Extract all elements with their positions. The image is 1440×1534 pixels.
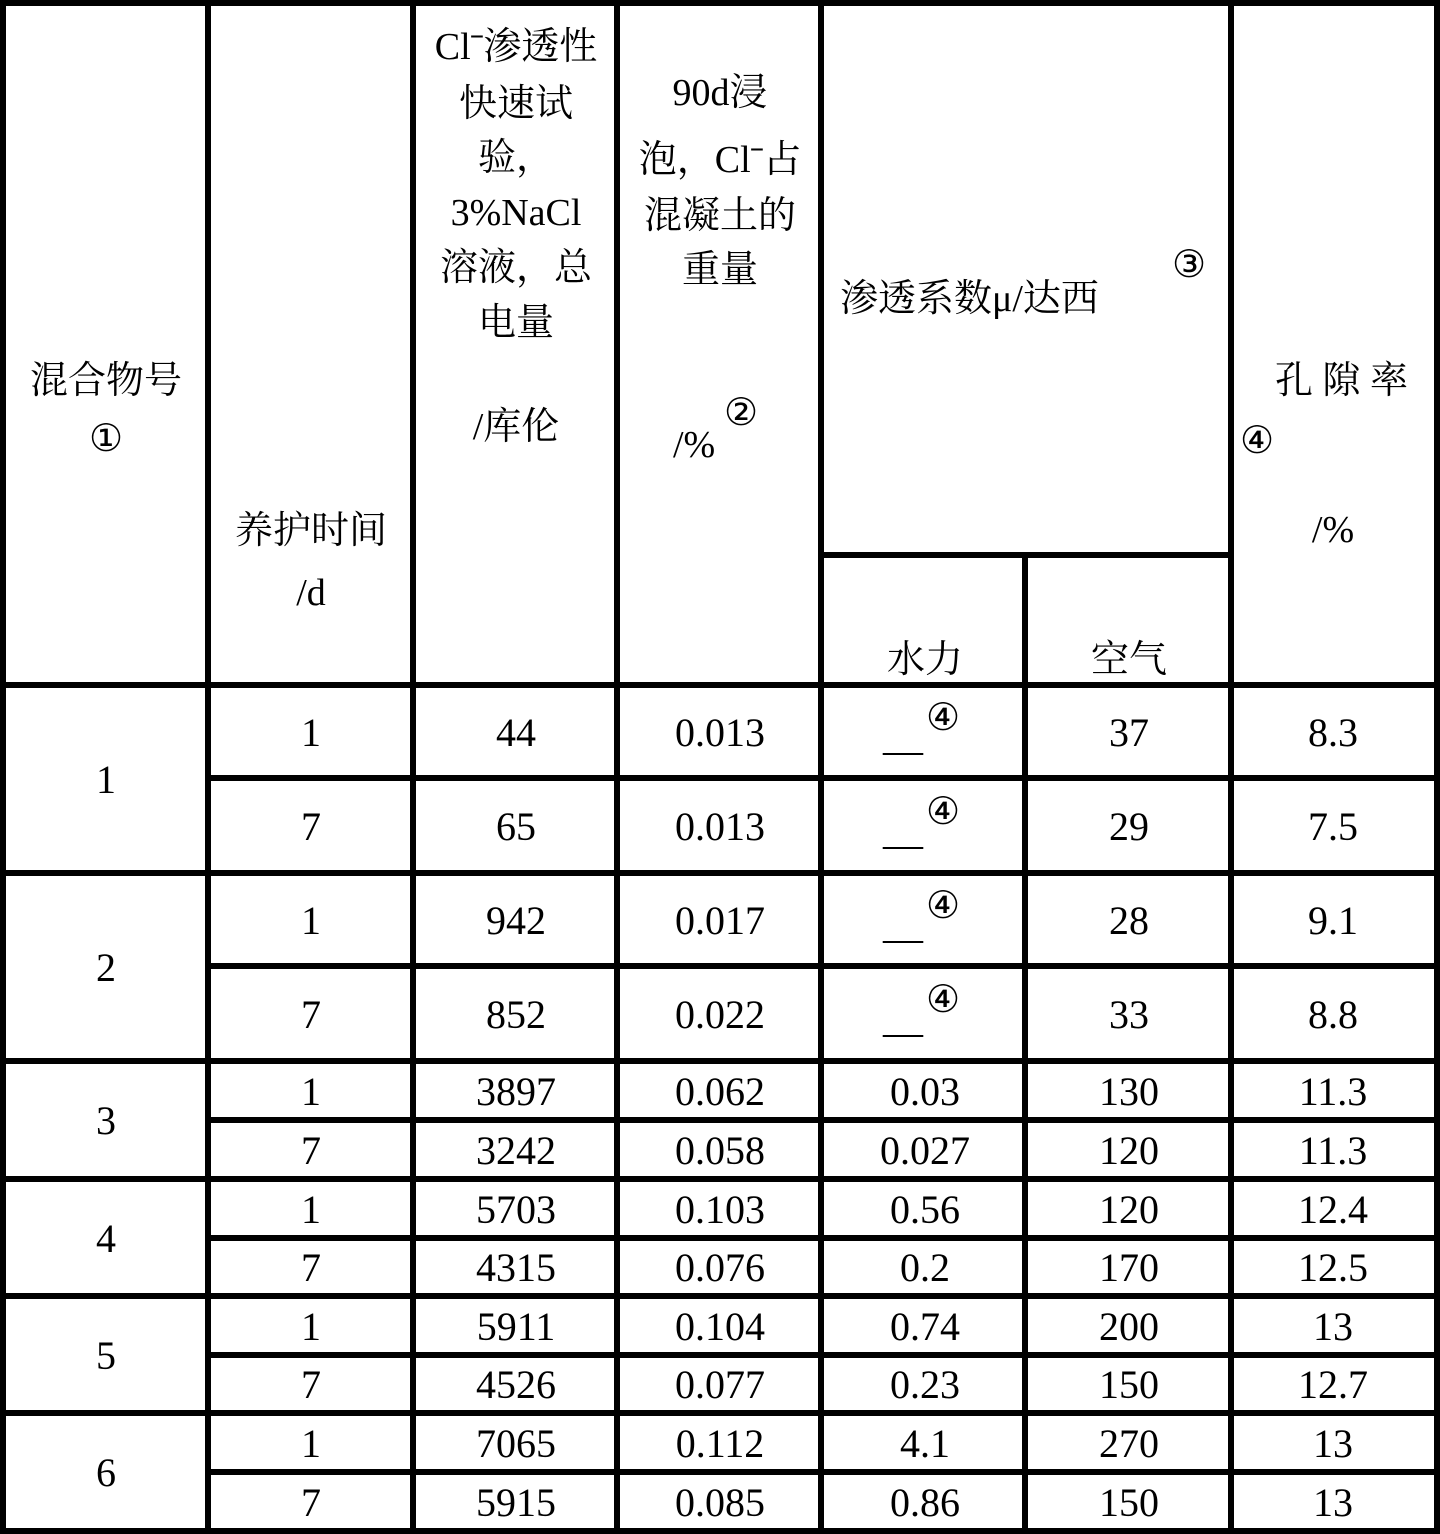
header-cl-test-line: 3%NaCl (450, 192, 582, 234)
cl-weight-cell: 0.013 (675, 709, 765, 755)
charge-cell: 3897 (476, 1068, 556, 1114)
mix-number: 3 (96, 1098, 116, 1143)
table-border (0, 0, 1440, 6)
row-divider (0, 1176, 1440, 1182)
header-cl-test-line: 溶液，总 (439, 247, 593, 289)
table-border (1434, 0, 1440, 1534)
cl-weight-cell: 0.077 (675, 1362, 765, 1407)
column-divider (614, 0, 620, 1534)
mix-number: 1 (96, 757, 116, 802)
water-permeability-cell: 0.027 (880, 1127, 970, 1173)
air-permeability-cell: 130 (1099, 1068, 1159, 1114)
mix-number: 4 (96, 1215, 116, 1261)
header-air-label: 空气 (1090, 639, 1168, 681)
row-divider (0, 682, 1440, 688)
porosity-cell: 13 (1313, 1303, 1353, 1349)
cure-time-cell: 7 (301, 803, 321, 849)
charge-cell: 3242 (476, 1127, 556, 1173)
header-cl-test-line: 快速试 (458, 83, 574, 125)
porosity-cell: 12.5 (1298, 1245, 1368, 1290)
porosity-cell: 9.1 (1308, 897, 1358, 943)
cure-time-cell: 7 (301, 1362, 321, 1407)
cl-weight-cell: 0.104 (675, 1303, 765, 1349)
column-divider (410, 0, 416, 1534)
charge-cell: 5703 (476, 1186, 556, 1232)
row-divider (205, 1235, 1440, 1241)
cl-weight-cell: 0.076 (675, 1245, 765, 1290)
header-cure-unit: /d (296, 572, 326, 614)
cure-time-cell: 1 (301, 897, 321, 943)
porosity-cell: 8.8 (1308, 991, 1358, 1037)
water-permeability-cell: 0.23 (890, 1362, 960, 1407)
water-missing-dash: __ (883, 995, 923, 1041)
mix-number: 5 (96, 1332, 116, 1378)
cl-weight-cell: 0.013 (675, 803, 765, 849)
porosity-cell: 12.7 (1298, 1362, 1368, 1407)
air-permeability-cell: 120 (1099, 1127, 1159, 1173)
porosity-cell: 13 (1313, 1420, 1353, 1466)
cure-time-cell: 1 (301, 1303, 321, 1349)
water-missing-mark: ④ (926, 884, 961, 927)
air-permeability-cell: 200 (1099, 1303, 1159, 1349)
table-border (0, 0, 6, 1534)
charge-cell: 942 (486, 897, 546, 943)
header-cl-weight-mark: ② (724, 392, 759, 434)
column-divider (818, 0, 824, 1534)
column-divider (1022, 552, 1028, 1534)
charge-cell: 44 (496, 709, 536, 755)
charge-cell: 65 (496, 803, 536, 849)
cl-weight-cell: 0.062 (675, 1068, 765, 1114)
cure-time-cell: 7 (301, 1127, 321, 1173)
porosity-cell: 13 (1313, 1479, 1353, 1525)
cure-time-cell: 7 (301, 1245, 321, 1290)
row-divider (205, 1117, 1440, 1123)
water-missing-mark: ④ (926, 790, 961, 833)
porosity-cell: 11.3 (1298, 1127, 1368, 1173)
water-permeability-cell: 0.56 (890, 1186, 960, 1232)
air-permeability-cell: 170 (1099, 1245, 1159, 1290)
row-divider (205, 963, 1440, 969)
row-divider (205, 1469, 1440, 1475)
header-cl-weight-line: 重量 (681, 249, 759, 291)
header-cl-weight-unit: /% (673, 424, 716, 466)
air-permeability-cell: 33 (1109, 991, 1149, 1037)
cl-weight-cell: 0.058 (675, 1127, 765, 1173)
porosity-cell: 12.4 (1298, 1186, 1368, 1232)
row-divider (205, 775, 1440, 781)
row-divider (0, 870, 1440, 876)
row-divider (0, 1410, 1440, 1416)
header-cl-test-line: 电量 (477, 302, 555, 344)
header-cl-test-line: 验， (477, 137, 555, 179)
water-permeability-cell: 0.03 (890, 1068, 960, 1114)
cl-weight-cell: 0.103 (675, 1186, 765, 1232)
water-permeability-cell: 0.86 (890, 1479, 960, 1525)
air-permeability-cell: 28 (1109, 897, 1149, 943)
water-missing-mark: ④ (926, 696, 961, 739)
charge-cell: 4526 (476, 1362, 556, 1407)
porosity-cell: 8.3 (1308, 709, 1358, 755)
water-missing-mark: ④ (926, 978, 961, 1021)
row-divider (205, 1352, 1440, 1358)
header-porosity-mark: ④ (1240, 420, 1275, 462)
mix-number: 2 (96, 945, 116, 990)
cure-time-cell: 1 (301, 1186, 321, 1232)
air-permeability-cell: 150 (1099, 1362, 1159, 1407)
air-permeability-cell: 150 (1099, 1479, 1159, 1525)
header-cure-label: 养护时间 (234, 510, 388, 552)
row-divider (0, 1293, 1440, 1299)
water-permeability-cell: 4.1 (900, 1420, 950, 1466)
header-porosity-unit: /% (1311, 509, 1355, 551)
water-missing-dash: __ (883, 901, 923, 947)
header-cl-weight-line: 90d浸 (672, 72, 768, 114)
water-missing-dash: __ (883, 713, 923, 759)
charge-cell: 5915 (476, 1479, 556, 1525)
header-cl-test-line: Clˉ渗透性 (434, 26, 598, 68)
header-porosity-label: 孔 隙 率 (1275, 360, 1409, 402)
charge-cell: 5911 (476, 1303, 556, 1349)
porosity-cell: 7.5 (1308, 803, 1358, 849)
porosity-cell: 11.3 (1298, 1068, 1368, 1114)
header-permeability-label: 渗透系数μ/达西 (840, 278, 1099, 320)
charge-cell: 4315 (476, 1245, 556, 1290)
air-permeability-cell: 270 (1099, 1420, 1159, 1466)
column-divider (1228, 0, 1234, 1534)
charge-cell: 852 (486, 991, 546, 1037)
header-mix-mark: ① (88, 418, 124, 460)
mix-number: 6 (96, 1450, 116, 1495)
cure-time-cell: 1 (301, 1068, 321, 1114)
row-divider (0, 1058, 1440, 1064)
column-divider (205, 0, 211, 1534)
cure-time-cell: 7 (301, 991, 321, 1037)
water-missing-dash: __ (883, 807, 923, 853)
cure-time-cell: 1 (301, 709, 321, 755)
cure-time-cell: 7 (301, 1479, 321, 1525)
charge-cell: 7065 (476, 1420, 556, 1466)
row-divider (0, 1528, 1440, 1534)
header-cl-weight-line: 泡，Clˉ占 (638, 139, 802, 181)
cl-weight-cell: 0.112 (675, 1420, 765, 1466)
water-permeability-cell: 0.74 (890, 1303, 960, 1349)
air-permeability-cell: 120 (1099, 1186, 1159, 1232)
cl-weight-cell: 0.085 (675, 1479, 765, 1525)
air-permeability-cell: 29 (1109, 803, 1149, 849)
header-cl-test-unit: /库伦 (472, 406, 560, 448)
cure-time-cell: 1 (301, 1420, 321, 1466)
header-divider (818, 552, 1234, 558)
air-permeability-cell: 37 (1109, 709, 1149, 755)
water-permeability-cell: 0.2 (900, 1245, 950, 1290)
header-permeability-mark: ③ (1172, 244, 1207, 286)
cl-weight-cell: 0.022 (675, 991, 765, 1037)
cl-weight-cell: 0.017 (675, 897, 765, 943)
header-water-label: 水力 (886, 639, 964, 681)
header-mix-label: 混合物号 (29, 360, 183, 402)
header-cl-weight-line: 混凝土的 (643, 195, 797, 237)
